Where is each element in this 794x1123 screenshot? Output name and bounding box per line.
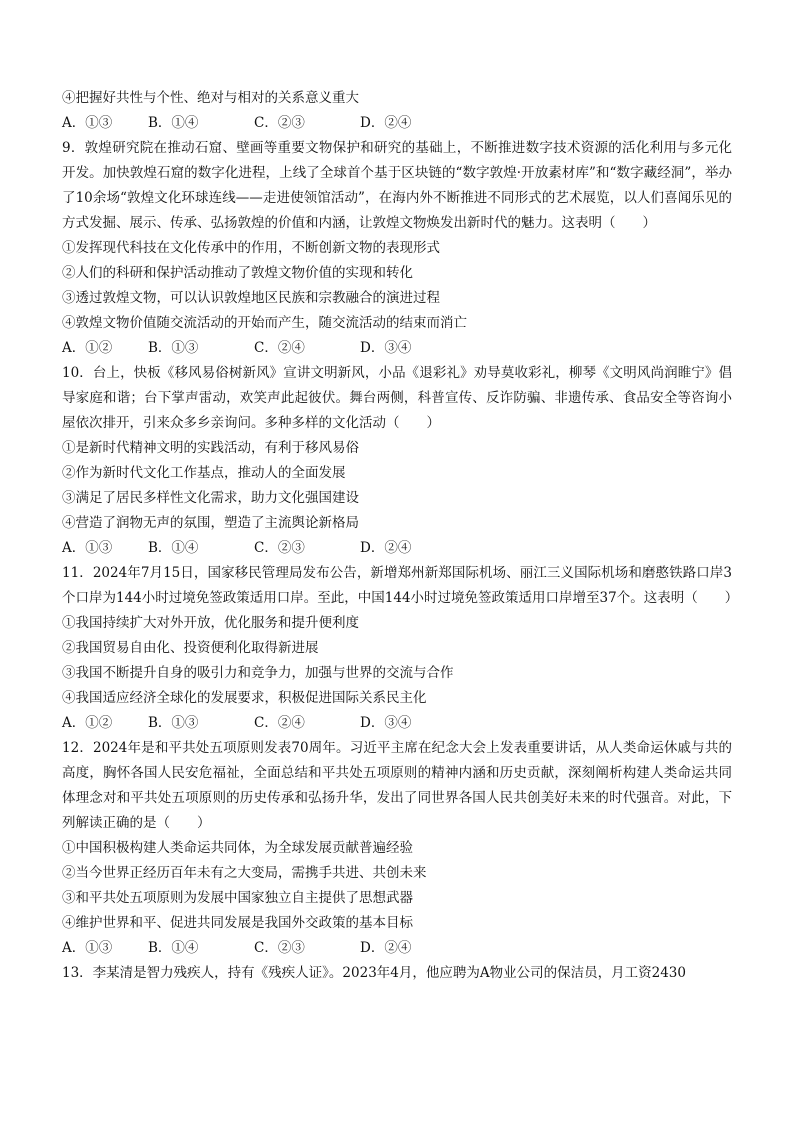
q11-option-c: C．②④ bbox=[254, 715, 305, 731]
q11-item-1: ①我国持续扩大对外开放，优化服务和提升便利度 bbox=[62, 615, 359, 631]
q11-option-b: B．①③ bbox=[148, 715, 199, 731]
q8-item-4: ④把握好共性与个性、绝对与相对的关系意义重大 bbox=[62, 90, 359, 106]
q9-option-d: D．③④ bbox=[360, 340, 412, 356]
q8-option-d: D．②④ bbox=[360, 115, 412, 131]
q10-option-c: C．②③ bbox=[254, 540, 305, 556]
q11-stem: 11．2024年7月15日，国家移民管理局发布公告，新增郑州新郑国际机场、丽江三义国际机场和磨憨铁路口岸3个口岸为144小时过境免签政策适用口岸。至此，中国144小时过境免签政策适用口岸增至37个。这表明（ ） bbox=[62, 565, 739, 606]
question-9 bbox=[62, 136, 732, 361]
q8-options bbox=[62, 111, 732, 136]
q12-item-2: ②当今世界正经历百年未有之大变局，需携手共进、共创未来 bbox=[62, 865, 427, 881]
q8-option-b: B．①④ bbox=[148, 115, 199, 131]
q10-item-1: ①是新时代精神文明的实践活动，有利于移风易俗 bbox=[62, 440, 359, 456]
q12-option-d: D．②④ bbox=[360, 940, 412, 956]
q12-item-4: ④维护世界和平、促进共同发展是我国外交政策的基本目标 bbox=[62, 915, 413, 931]
q11-option-a: A．①② bbox=[62, 715, 113, 731]
q11-option-d: D．③④ bbox=[360, 715, 412, 731]
q9-stem: 9．敦煌研究院在推动石窟、壁画等重要文物保护和研究的基础上，不断推进数字技术资源的活化利用与多元化开发。加快敦煌石窟的数字化进程，上线了全球首个基于区块链的“数字敦煌·开放素材库”和“数字藏经洞”，举办了10余场“敦煌文化环球连线——走进使领馆活动”，在海内外不断推进不同形式的艺术展览，以人们喜闻乐见的方式发掘、展示、传承、弘扬敦煌的价值和内涵，让敦煌文物焕发出新时代的魅力。这表明（ ） bbox=[62, 140, 732, 231]
q9-option-c: C．②④ bbox=[254, 340, 305, 356]
question-11 bbox=[62, 561, 739, 736]
q9-options bbox=[62, 336, 732, 361]
q8-option-a: A．①③ bbox=[62, 115, 113, 131]
q8-option-c: C．②③ bbox=[254, 115, 305, 131]
q9-option-a: A．①② bbox=[62, 340, 113, 356]
q10-option-a: A．①③ bbox=[62, 540, 113, 556]
q10-item-2: ②作为新时代文化工作基点，推动人的全面发展 bbox=[62, 465, 346, 481]
q13-stem-start: 13．李某清是智力残疾人，持有《残疾人证》。2023年4月，他应聘为A物业公司的保洁员，月工资2430 bbox=[62, 965, 686, 981]
q12-option-c: C．②③ bbox=[254, 940, 305, 956]
q9-item-2: ②人们的科研和保护活动推动了敦煌文物价值的实现和转化 bbox=[62, 265, 413, 281]
q12-item-1: ①中国积极构建人类命运共同体，为全球发展贡献普遍经验 bbox=[62, 840, 413, 856]
q10-option-d: D．②④ bbox=[360, 540, 412, 556]
q10-stem: 10．台上，快板《移风易俗树新风》宣讲文明新风，小品《退彩礼》劝导莫收彩礼，柳琴《文明风尚润睢宁》倡导家庭和谐；台下掌声雷动，欢笑声此起彼伏。舞台两侧，科普宣传、反诈防骗、非遗传承、食品安全等咨询小屋依次排开，引来众多乡亲询问。多种多样的文化活动（ ） bbox=[62, 365, 732, 431]
q10-option-b: B．①④ bbox=[148, 540, 199, 556]
q9-item-3: ③透过敦煌文物，可以认识敦煌地区民族和宗教融合的演进过程 bbox=[62, 290, 440, 306]
q9-option-b: B．①③ bbox=[148, 340, 199, 356]
question-12 bbox=[62, 736, 732, 961]
q12-item-3: ③和平共处五项原则为发展中国家独立自主提供了思想武器 bbox=[62, 890, 413, 906]
q10-options bbox=[62, 536, 732, 561]
q10-item-3: ③满足了居民多样性文化需求，助力文化强国建设 bbox=[62, 490, 359, 506]
q11-item-3: ③我国不断提升自身的吸引力和竞争力，加强与世界的交流与合作 bbox=[62, 665, 454, 681]
q12-options bbox=[62, 936, 732, 961]
q12-option-b: B．①④ bbox=[148, 940, 199, 956]
q11-options bbox=[62, 711, 732, 736]
q9-item-4: ④敦煌文物价值随交流活动的开始而产生，随交流活动的结束而消亡 bbox=[62, 315, 467, 331]
q12-stem: 12．2024年是和平共处五项原则发表70周年。习近平主席在纪念大会上发表重要讲话，从人类命运休戚与共的高度，胸怀各国人民安危福祉，全面总结和平共处五项原则的精神内涵和历史贡献，深刻阐析构建人类命运共同体理念对和平共处五项原则的历史传承和弘扬升华，发出了同世界各国人民共创美好未来的时代强音。对此，下列解读正确的是（ ） bbox=[62, 740, 732, 831]
q9-item-1: ①发挥现代科技在文化传承中的作用，不断创新文物的表现形式 bbox=[62, 240, 440, 256]
q10-item-4: ④营造了润物无声的氛围，塑造了主流舆论新格局 bbox=[62, 515, 359, 531]
question-10 bbox=[62, 361, 732, 561]
q11-item-4: ④我国适应经济全球化的发展要求，积极促进国际关系民主化 bbox=[62, 690, 427, 706]
q12-option-a: A．①③ bbox=[62, 940, 113, 956]
q11-item-2: ②我国贸易自由化、投资便利化取得新进展 bbox=[62, 640, 319, 656]
